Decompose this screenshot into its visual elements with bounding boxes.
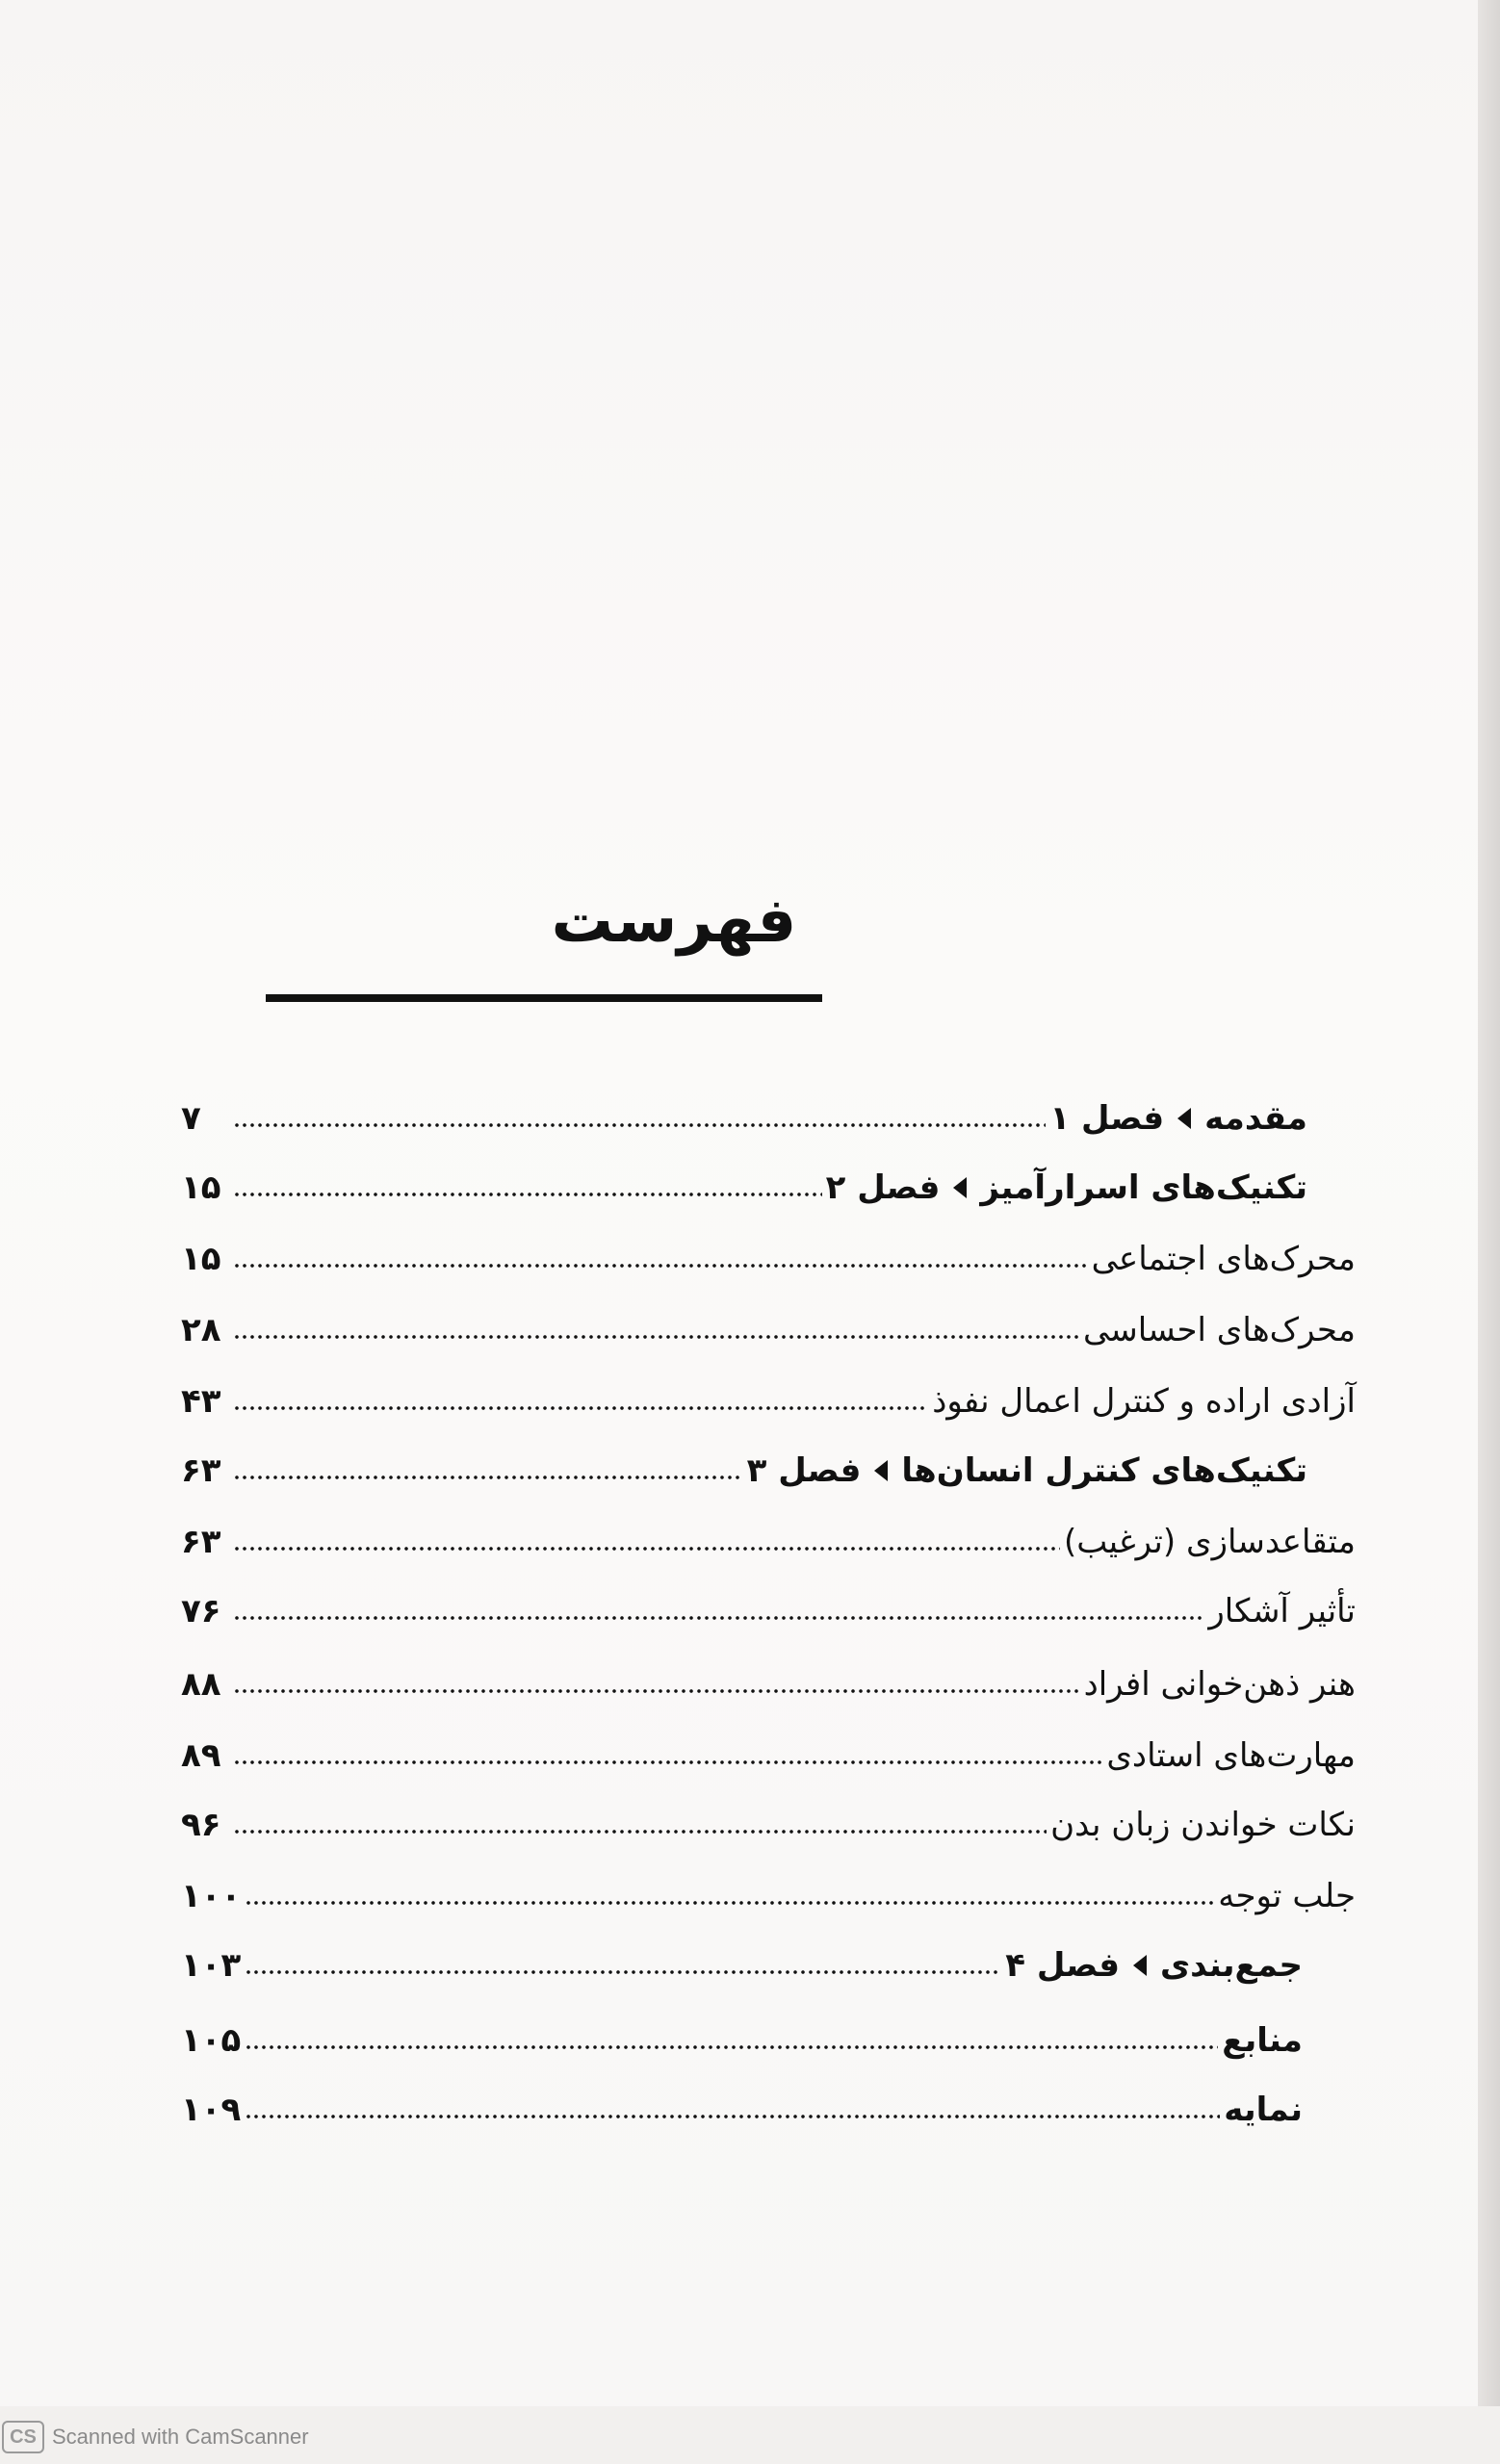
toc-chapter-label xyxy=(747,1451,1307,1490)
dot-leader xyxy=(233,1547,1060,1551)
dot-leader xyxy=(233,1616,1204,1620)
toc-page-number: ۷ xyxy=(181,1099,201,1138)
toc-section-label: محرک‌های اجتماعی xyxy=(1091,1240,1356,1278)
toc-entry xyxy=(181,1511,1356,1573)
toc-section-label: منابع xyxy=(1222,2021,1303,2060)
page-title: فهرست xyxy=(551,886,797,957)
toc-page-number: ۷۶ xyxy=(181,1592,221,1630)
toc-entry xyxy=(181,1580,1356,1642)
toc-section-label: هنر ذهن‌خوانی افراد xyxy=(1083,1665,1356,1704)
dot-leader xyxy=(233,1406,928,1410)
toc-section-label: محرک‌های احساسی xyxy=(1082,1311,1356,1349)
toc-page-number: ۶۳ xyxy=(181,1451,221,1490)
dot-leader xyxy=(233,1335,1079,1339)
arrow-icon xyxy=(1177,1108,1191,1129)
toc-page-number: ۹۶ xyxy=(181,1806,221,1844)
toc-section-label: نکات خواندن زبان بدن xyxy=(1050,1806,1356,1844)
page-edge xyxy=(1478,0,1500,2406)
toc-section-label: تأثیر آشکار xyxy=(1208,1592,1356,1630)
dot-leader xyxy=(245,2115,1220,2118)
toc-label-text: مقدمه xyxy=(1204,1099,1307,1138)
dot-leader xyxy=(233,1830,1047,1834)
title-underline xyxy=(266,994,822,1002)
dot-leader xyxy=(245,1901,1214,1905)
toc-chapter-label xyxy=(1005,1946,1303,1985)
scanner-watermark xyxy=(2,2420,309,2454)
toc-section-label: نمایه xyxy=(1224,2091,1303,2129)
toc-label-text: تکنیک‌های اسرارآمیز xyxy=(980,1168,1307,1207)
chapter-number: فصل ۲ xyxy=(825,1168,941,1207)
toc-label-text: جمع‌بندی xyxy=(1160,1946,1303,1985)
toc-section-label: مهارت‌های استادی xyxy=(1106,1736,1356,1775)
toc-section-label: متقاعدسازی (ترغیب) xyxy=(1063,1523,1356,1561)
toc-entry xyxy=(181,1794,1356,1856)
dot-leader xyxy=(245,1970,1001,1974)
toc-chapter-label xyxy=(826,1168,1307,1207)
toc-page-number: ۲۸ xyxy=(181,1311,221,1349)
toc-entry xyxy=(181,1725,1356,1786)
toc-page-number: ۱۰۳ xyxy=(181,1946,242,1985)
toc-page-number: ۱۰۰ xyxy=(181,1877,242,1915)
toc-page-number: ۸۹ xyxy=(181,1736,221,1775)
toc-entry xyxy=(181,1935,1356,1996)
dot-leader xyxy=(233,1689,1080,1693)
dot-leader xyxy=(233,1264,1088,1268)
dot-leader xyxy=(245,2045,1218,2049)
dot-leader xyxy=(233,1193,822,1196)
toc-page-number: ۶۳ xyxy=(181,1523,221,1561)
toc-entry xyxy=(181,1157,1356,1219)
toc-page-number: ۸۸ xyxy=(181,1665,221,1704)
dot-leader xyxy=(233,1123,1046,1127)
toc-page-number: ۴۳ xyxy=(181,1382,221,1421)
toc-entry xyxy=(181,1440,1356,1502)
toc-label-text: تکنیک‌های کنترل انسان‌ها xyxy=(901,1451,1307,1490)
toc-entry xyxy=(181,1654,1356,1715)
chapter-number: فصل ۳ xyxy=(746,1451,862,1490)
toc-entry xyxy=(181,1088,1356,1149)
chapter-number: فصل ۱ xyxy=(1049,1099,1165,1138)
arrow-icon xyxy=(874,1460,888,1481)
arrow-icon xyxy=(1133,1955,1147,1976)
toc-entry xyxy=(181,1371,1356,1432)
toc-section-label: جلب توجه xyxy=(1218,1877,1356,1915)
camscanner-logo-icon: CS xyxy=(2,2421,44,2453)
toc-entry xyxy=(181,1228,1356,1290)
toc-page-number: ۱۰۹ xyxy=(181,2091,242,2129)
toc-entry xyxy=(181,2010,1356,2071)
arrow-icon xyxy=(953,1177,967,1198)
toc-chapter-label xyxy=(1049,1099,1307,1138)
toc-entry xyxy=(181,1865,1356,1927)
chapter-number: فصل ۴ xyxy=(1005,1946,1121,1985)
toc-section-label: آزادی اراده و کنترل اعمال نفوذ xyxy=(932,1382,1356,1421)
dot-leader xyxy=(233,1476,743,1479)
toc-entry xyxy=(181,1299,1356,1361)
toc-page-number: ۱۵ xyxy=(181,1240,221,1278)
watermark-text: Scanned with CamScanner xyxy=(52,2425,309,2449)
toc-page-number: ۱۵ xyxy=(181,1168,221,1207)
dot-leader xyxy=(233,1760,1102,1764)
toc-page-number: ۱۰۵ xyxy=(181,2021,242,2060)
toc-entry xyxy=(181,2079,1356,2141)
